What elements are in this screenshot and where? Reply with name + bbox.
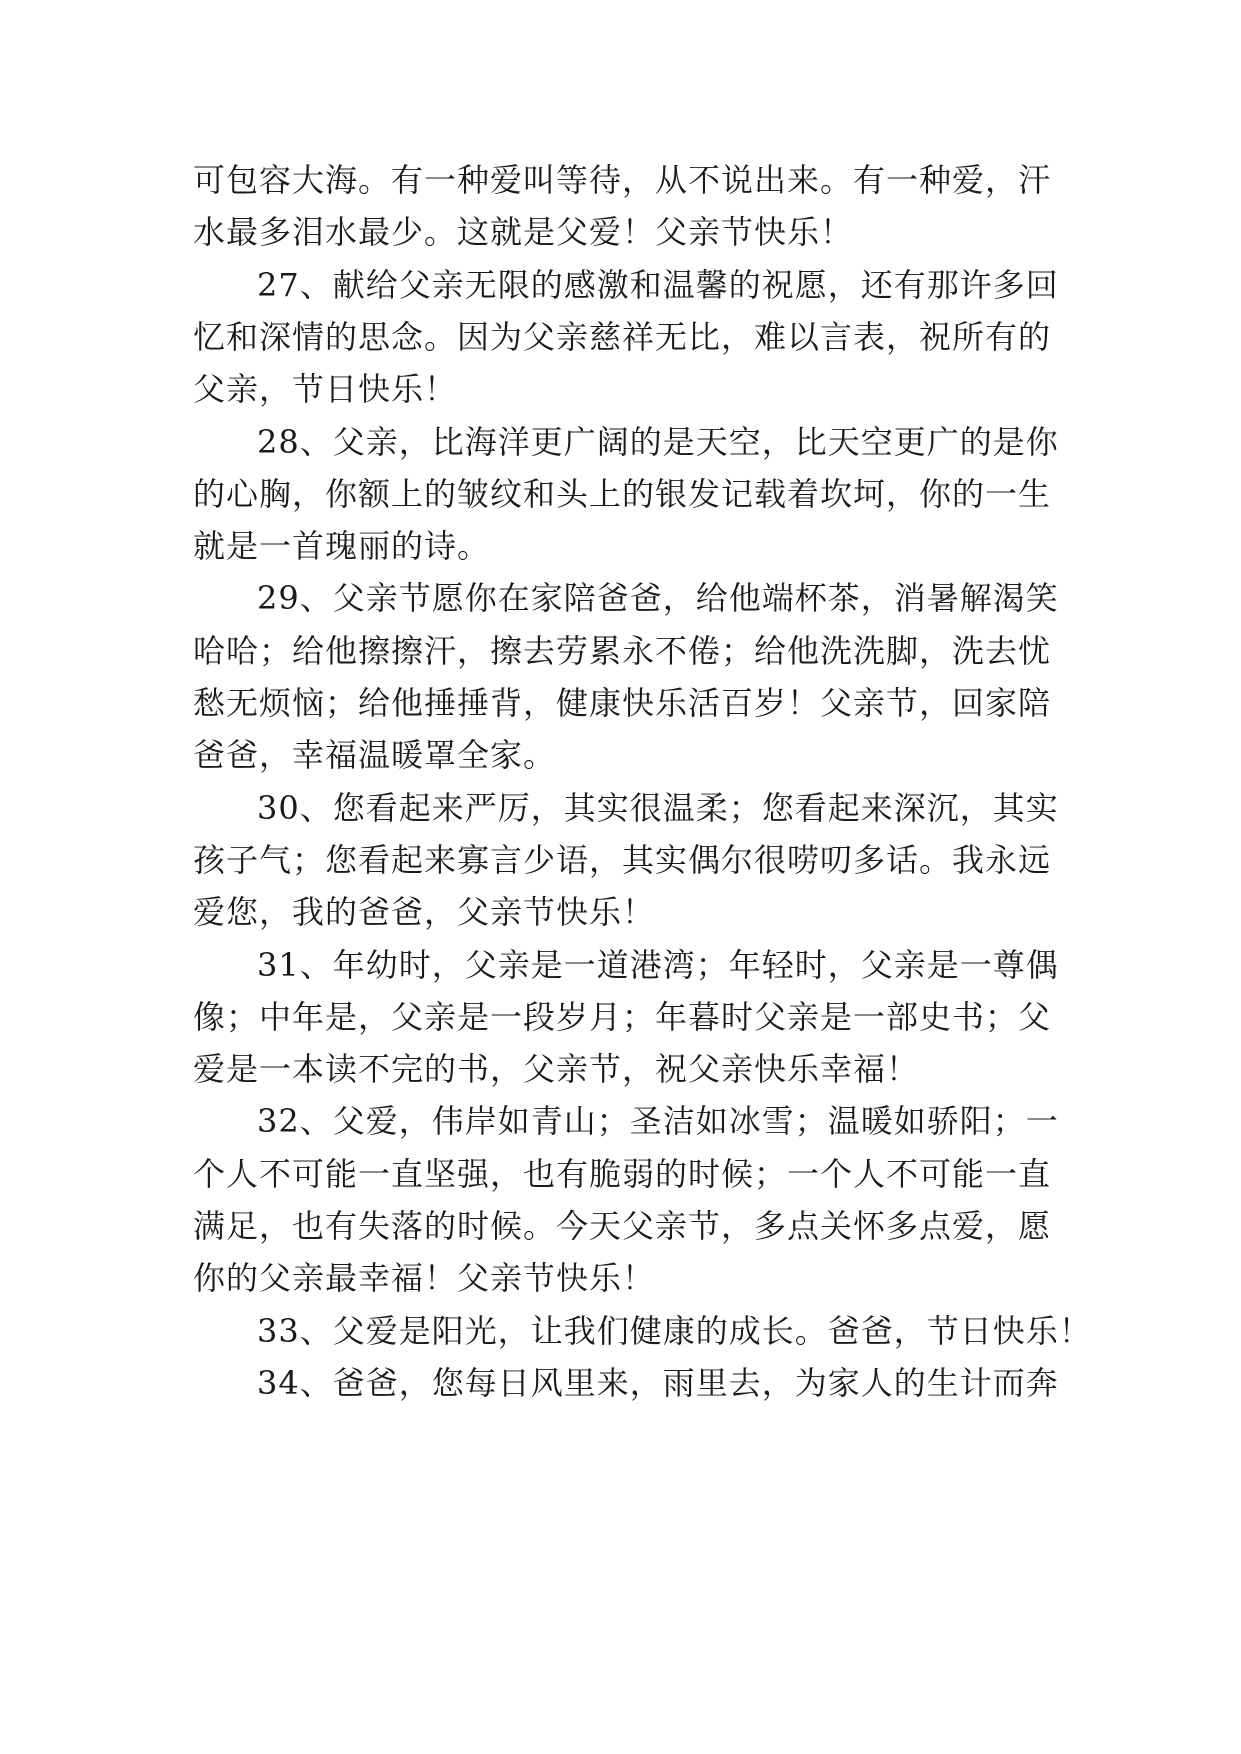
text-line: 就是一首瑰丽的诗。	[193, 527, 491, 565]
text-line: 32、父爱，伟岸如青山；圣洁如冰雪；温暖如骄阳；一	[257, 1102, 1059, 1140]
text-line: 哈哈；给他擦擦汗，擦去劳累永不倦；给他洗洗脚，洗去忧	[193, 632, 1052, 670]
text-line: 33、父爱是阳光，让我们健康的成长。爸爸，节日快乐！	[257, 1312, 1092, 1350]
text-line: 父亲，节日快乐！	[193, 370, 458, 408]
text-line: 可包容大海。有一种爱叫等待，从不说出来。有一种爱，汗	[193, 161, 1052, 199]
text-line: 27、献给父亲无限的感激和温馨的祝愿，还有那许多回	[257, 266, 1059, 304]
text-line: 34、爸爸，您每日风里来，雨里去，为家人的生计而奔	[257, 1364, 1059, 1402]
text-line: 爸爸，幸福温暖罩全家。	[193, 736, 557, 774]
text-line: 29、父亲节愿你在家陪爸爸，给他端杯茶，消暑解渴笑	[257, 579, 1059, 617]
text-line: 的心胸，你额上的皱纹和头上的银发记载着坎坷，你的一生	[193, 475, 1052, 513]
text-line: 孩子气；您看起来寡言少语，其实偶尔很唠叨多话。我永远	[193, 841, 1052, 879]
text-line: 愁无烦恼；给他捶捶背，健康快乐活百岁！父亲节，回家陪	[193, 684, 1052, 722]
text-line: 爱您，我的爸爸，父亲节快乐！	[193, 893, 656, 931]
text-line: 忆和深情的思念。因为父亲慈祥无比，难以言表，祝所有的	[193, 318, 1052, 356]
text-line: 水最多泪水最少。这就是父爱！父亲节快乐！	[193, 213, 854, 251]
text-line: 满足，也有失落的时候。今天父亲节，多点关怀多点爱，愿	[193, 1207, 1052, 1245]
text-line: 爱是一本读不完的书，父亲节，祝父亲快乐幸福！	[193, 1050, 920, 1088]
text-line: 30、您看起来严厉，其实很温柔；您看起来深沉，其实	[257, 789, 1059, 827]
text-line: 你的父亲最幸福！父亲节快乐！	[193, 1259, 656, 1297]
text-line: 28、父亲，比海洋更广阔的是天空，比天空更广的是你	[257, 423, 1059, 461]
text-line: 像；中年是，父亲是一段岁月；年暮时父亲是一部史书；父	[193, 998, 1052, 1036]
text-line: 31、年幼时，父亲是一道港湾；年轻时，父亲是一尊偶	[257, 946, 1059, 984]
text-line: 个人不可能一直坚强，也有脆弱的时候；一个人不可能一直	[193, 1155, 1052, 1193]
